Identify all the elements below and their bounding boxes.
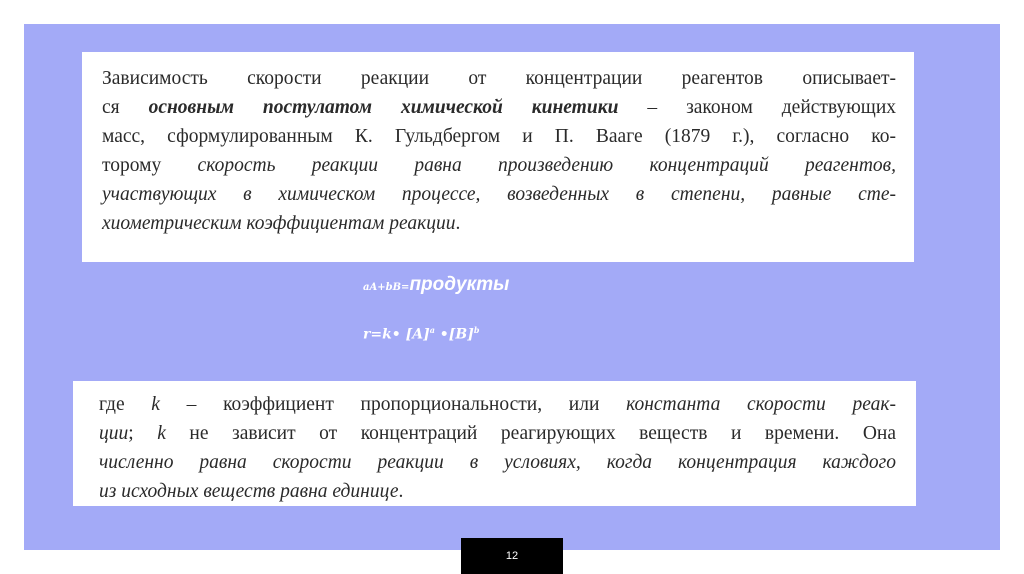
text-segment: хиометрическим коэффициентам реакции: [102, 213, 456, 234]
text-segment: – коэффициент пропорциональности, или: [159, 394, 627, 415]
rate-law-mid: •[B]: [434, 326, 474, 343]
rate-law-equation: [363, 325, 479, 343]
text-segment: .: [455, 213, 461, 234]
reaction-reactants: aA+bB=: [363, 282, 410, 293]
text-segment: где: [99, 394, 152, 415]
text-line: [99, 390, 896, 419]
text-line: [99, 419, 896, 448]
rate-law-exponent-b: b: [473, 325, 480, 335]
text-segment: основным постулатом химической кинетики: [148, 97, 619, 118]
text-line: [102, 93, 896, 122]
text-line: [102, 64, 896, 93]
text-line: [99, 477, 896, 506]
rate-law-lhs: r=k• [A]: [363, 326, 430, 343]
text-line: [102, 180, 896, 209]
definition-text-panel: [82, 52, 914, 262]
text-segment: торому: [102, 155, 198, 176]
page-number: [461, 538, 563, 574]
text-segment: – законом действующих: [618, 97, 897, 118]
slide-background: [24, 24, 1000, 550]
reaction-equation: [363, 274, 509, 296]
text-segment: k: [151, 394, 160, 415]
text-segment: Зависимость скорости реакции от концентрации реагентов описывает-: [102, 68, 896, 89]
text-segment: масс, сформулированным К. Гульдбергом и П. Вааге (1879 г.), согласно ко-: [102, 126, 896, 147]
text-line: [99, 448, 896, 477]
text-segment: ;: [128, 423, 158, 444]
text-segment: ся: [102, 97, 149, 118]
text-segment: ции: [99, 423, 129, 444]
text-segment: k: [157, 423, 166, 444]
text-line: [102, 209, 896, 238]
reaction-products: продукты: [409, 274, 510, 295]
text-line: [102, 151, 896, 180]
text-segment: участвующих в химическом процессе, возведенных в степени, равные сте-: [102, 184, 896, 205]
text-segment: из исходных веществ равна единице: [99, 481, 399, 502]
text-line: [102, 122, 896, 151]
rate-law-exponent-a: a: [429, 325, 435, 335]
text-segment: .: [398, 481, 404, 502]
explanation-text-panel: [73, 381, 916, 506]
page-number-label: 12: [505, 550, 519, 562]
text-segment: численно равна скорости реакции в условиях, когда концентрация каждого: [99, 452, 896, 473]
text-segment: скорость реакции равна произведению концентраций реагентов,: [197, 155, 897, 176]
text-segment: не зависит от концентраций реагирующих веществ и времени. Она: [165, 423, 896, 444]
text-segment: константа скорости реак-: [626, 394, 896, 415]
